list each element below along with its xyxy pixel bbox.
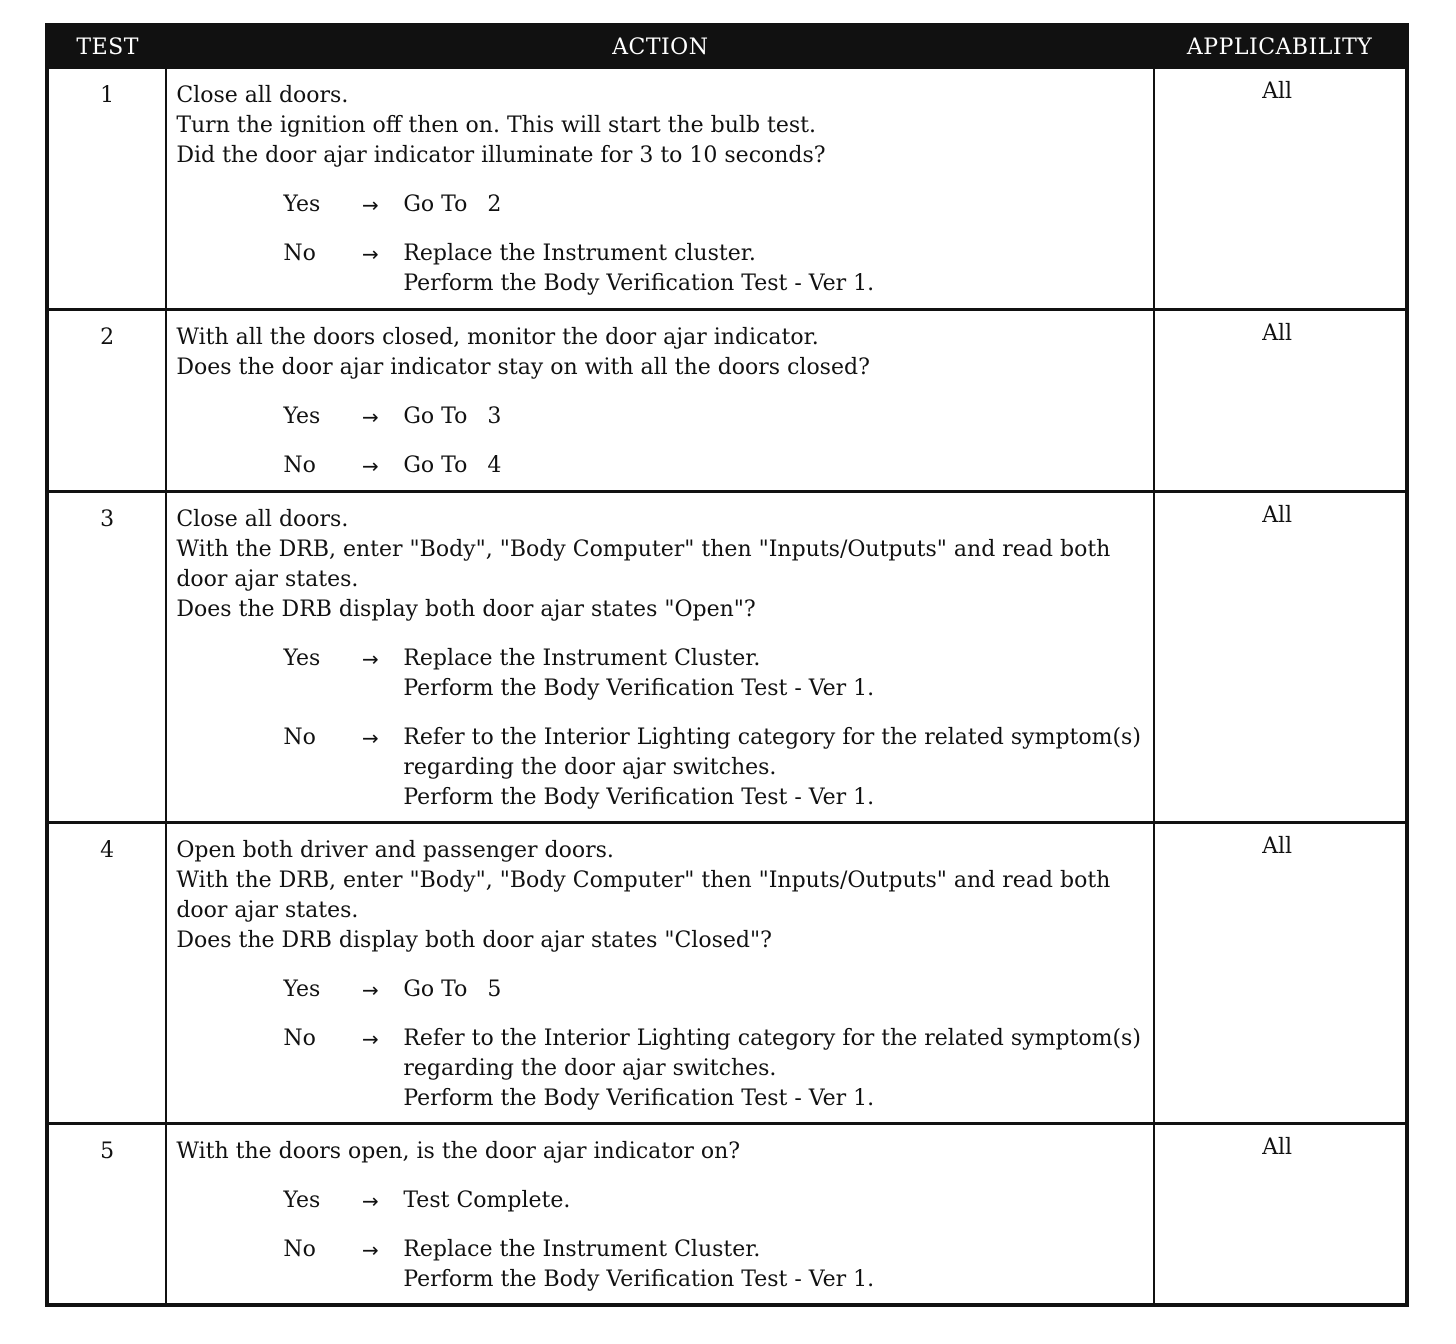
goto-text: Go To (403, 192, 468, 217)
outcome-line: Perform the Body Verification Test - Ver 1. (403, 784, 875, 810)
action-line: With the DRB, enter "Body", "Body Computer" then "Inputs/Outputs" and read both (176, 536, 1111, 562)
action-line: Does the door ajar indicator stay on with all the doors closed? (176, 354, 870, 380)
action-instructions (176, 323, 1147, 383)
outcome-yes-result (403, 644, 874, 704)
action-line: With the DRB, enter "Body", "Body Computer" then "Inputs/Outputs" and read both (176, 867, 1111, 893)
action-line: Turn the ignition off then on. This will start the bulb test. (176, 113, 817, 138)
outcome-line: Refer to the Interior Lighting category for the related symptom(s) (403, 1025, 1141, 1051)
outcome-no (176, 1235, 1147, 1295)
outcome-no (176, 723, 1147, 813)
test-number: 3 (47, 491, 166, 822)
goto-text: Go To (403, 452, 468, 478)
table-row (47, 1123, 1407, 1305)
outcome-line: Test Complete. (403, 1187, 571, 1213)
outcome-line: regarding the door ajar switches. (403, 1055, 777, 1081)
outcome-line: Replace the Instrument Cluster. (403, 1236, 761, 1262)
action-line: With all the doors closed, monitor the door ajar indicator. (176, 324, 819, 350)
test-number: 5 (47, 1123, 166, 1305)
outcome-yes-result (403, 975, 501, 1005)
outcome-yes-label: Yes (283, 645, 321, 671)
right-arrow-icon: → (361, 1188, 379, 1213)
test-number: 2 (47, 309, 166, 491)
table-row (47, 491, 1407, 822)
action-line: Does the DRB display both door ajar states "Open"? (176, 596, 756, 622)
goto-instruction (403, 402, 501, 432)
outcome-line: Perform the Body Verification Test - Ver 1. (403, 1266, 875, 1292)
right-arrow-icon: → (361, 404, 379, 429)
header-test: TEST (47, 25, 166, 68)
action-cell (166, 822, 1154, 1123)
outcome-line: Perform the Body Verification Test - Ver 1. (403, 271, 875, 296)
outcome-line: Refer to the Interior Lighting category for the related symptom(s) (403, 724, 1141, 750)
action-line: door ajar states. (176, 897, 359, 923)
outcome-no-label: No (283, 1025, 316, 1051)
outcome-no-label: No (283, 724, 316, 750)
outcome-yes-label: Yes (283, 403, 321, 429)
outcome-no-result (403, 239, 874, 299)
outcome-no-label: No (283, 241, 316, 266)
goto-test-number: 3 (487, 403, 502, 429)
action-instructions (176, 81, 1147, 171)
goto-test-number: 4 (487, 452, 502, 478)
action-instructions (176, 1137, 1147, 1167)
goto-instruction (403, 451, 501, 481)
outcome-yes-label: Yes (283, 1187, 321, 1213)
action-line: Does the DRB display both door ajar states "Closed"? (176, 927, 772, 953)
outcome-no-label: No (283, 1236, 316, 1262)
outcome-no-label: No (283, 452, 316, 478)
outcome-line: Replace the Instrument cluster. (403, 241, 756, 266)
right-arrow-icon: → (361, 242, 379, 266)
outcome-no-result (403, 723, 1141, 813)
applicability-value: All (1154, 491, 1407, 822)
action-instructions (176, 836, 1147, 956)
table-row (47, 68, 1407, 309)
action-cell (166, 491, 1154, 822)
right-arrow-icon: → (361, 1026, 379, 1051)
goto-text: Go To (403, 403, 468, 429)
outcome-no (176, 239, 1147, 299)
right-arrow-icon: → (361, 193, 379, 217)
goto-test-number: 5 (487, 976, 502, 1002)
outcome-yes (176, 190, 1147, 220)
outcome-no (176, 451, 1147, 481)
outcome-yes-label: Yes (283, 192, 321, 217)
header-applicability: APPLICABILITY (1154, 25, 1407, 68)
outcome-yes-result (403, 1186, 570, 1216)
applicability-value: All (1154, 309, 1407, 491)
applicability-value: All (1154, 822, 1407, 1123)
action-line: Close all doors. (176, 506, 349, 532)
outcome-yes (176, 1186, 1147, 1216)
action-line: Close all doors. (176, 83, 349, 108)
right-arrow-icon: → (361, 725, 379, 750)
table-header-row (47, 25, 1407, 68)
action-line: With the doors open, is the door ajar indicator on? (176, 1138, 741, 1164)
action-line: Open both driver and passenger doors. (176, 837, 614, 863)
outcome-yes-label: Yes (283, 976, 321, 1002)
outcome-line: regarding the door ajar switches. (403, 754, 777, 780)
applicability-value: All (1154, 1123, 1407, 1305)
right-arrow-icon: → (361, 1237, 379, 1262)
goto-test-number: 2 (487, 192, 502, 217)
right-arrow-icon: → (361, 646, 379, 671)
outcome-line: Replace the Instrument Cluster. (403, 645, 761, 671)
outcome-no-result (403, 451, 501, 481)
diagnostic-test-table (45, 23, 1409, 1307)
right-arrow-icon: → (361, 977, 379, 1002)
right-arrow-icon: → (361, 453, 379, 478)
header-action: ACTION (166, 25, 1154, 68)
outcome-no-result (403, 1235, 874, 1295)
test-number: 4 (47, 822, 166, 1123)
outcome-yes (176, 975, 1147, 1005)
table-row (47, 309, 1407, 491)
action-instructions (176, 505, 1147, 625)
outcome-yes-result (403, 402, 501, 432)
test-number: 1 (100, 83, 115, 108)
outcome-line: Perform the Body Verification Test - Ver 1. (403, 675, 875, 701)
goto-instruction (403, 975, 501, 1005)
outcome-line: Perform the Body Verification Test - Ver 1. (403, 1085, 875, 1111)
outcome-yes-result (403, 190, 501, 220)
goto-text: Go To (403, 976, 468, 1002)
action-line: door ajar states. (176, 566, 359, 592)
outcome-yes (176, 402, 1147, 432)
outcome-no (176, 1024, 1147, 1114)
table-row (47, 822, 1407, 1123)
action-cell (166, 309, 1154, 491)
action-cell (166, 1123, 1154, 1305)
goto-instruction (403, 190, 501, 220)
applicability-value: All (1154, 68, 1407, 309)
outcome-no-result (403, 1024, 1141, 1114)
outcome-yes (176, 644, 1147, 704)
action-cell (166, 68, 1154, 309)
action-line: Did the door ajar indicator illuminate for 3 to 10 seconds? (176, 143, 826, 168)
